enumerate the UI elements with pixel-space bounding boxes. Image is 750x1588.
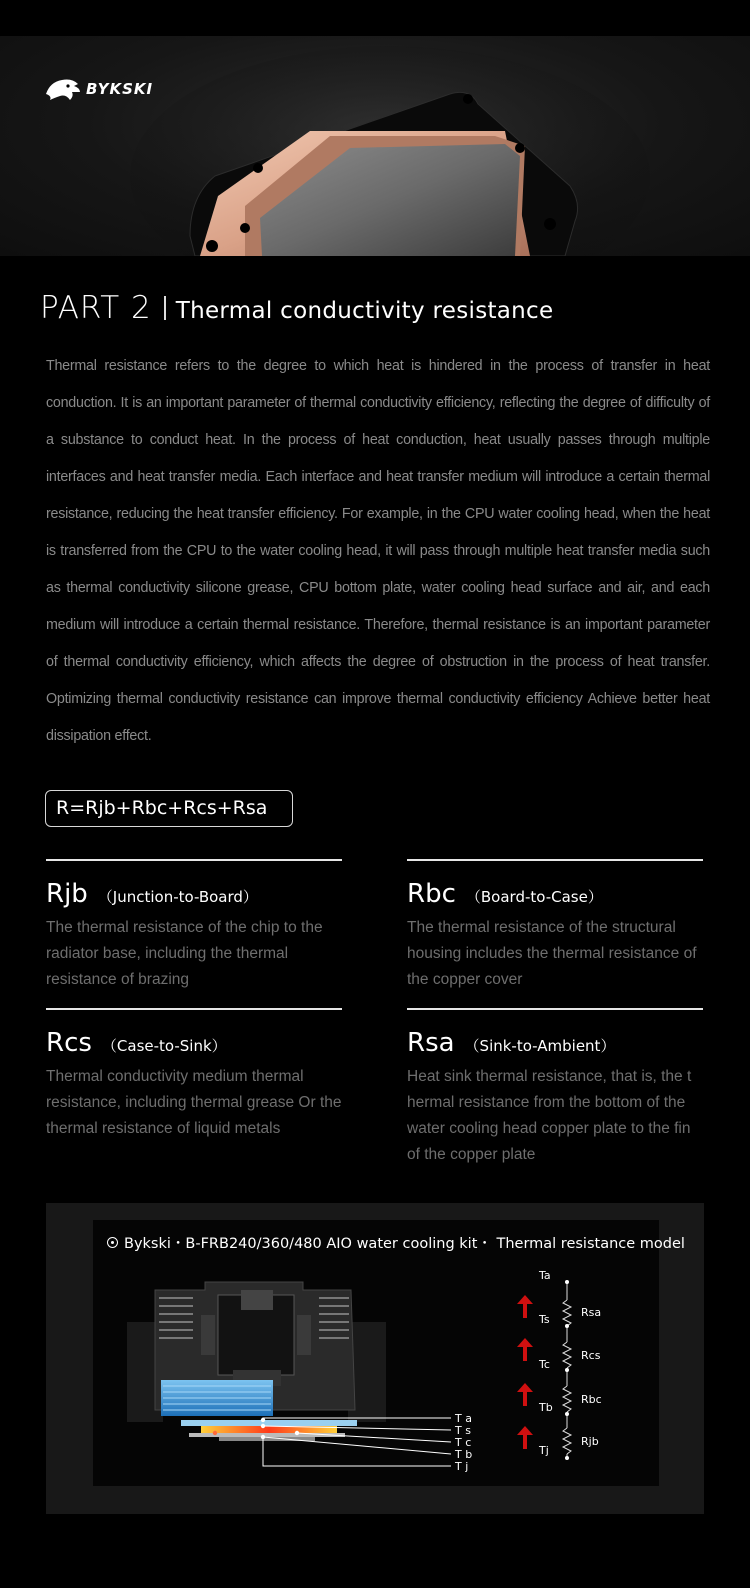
thermal-model-panel — [46, 1203, 704, 1514]
node-tj: Tj — [539, 1444, 549, 1457]
part-number: PART 2 — [40, 290, 152, 326]
card-symbol: Rsa — [407, 1028, 455, 1058]
card-symbol: Rbc — [407, 879, 456, 909]
logo-text: BYKSKI — [86, 80, 154, 98]
model-title-text: Bykski・B-FRB240/360/480 AIO water cooling kit・ Thermal resistance model — [124, 1236, 685, 1252]
dragon-logo-icon — [44, 76, 82, 102]
card-description: The thermal resistance of the chip to the radiator base, including the thermal resistance of brazing — [46, 919, 323, 988]
card-description: Heat sink thermal resistance, that is, the t hermal resistance from the bottom of the water cooling head copper plate to the fin of the copper plate — [407, 1068, 692, 1163]
card-subtitle: （Junction-to-Board） — [97, 888, 258, 906]
label-tc-left: T c — [455, 1436, 472, 1449]
card-description: Thermal conductivity medium thermal resistance, including thermal grease Or the thermal resistance of liquid metals — [46, 1068, 342, 1137]
label-tj-left: T j — [455, 1460, 469, 1473]
resistor-rbc: Rbc — [581, 1393, 602, 1406]
node-ta: Ta — [539, 1269, 551, 1282]
node-tc: Tc — [539, 1358, 550, 1371]
card-subtitle: （Sink-to-Ambient） — [464, 1037, 616, 1055]
card-divider — [46, 1008, 342, 1010]
card-rcs — [46, 1008, 342, 1142]
card-rbc — [407, 859, 703, 993]
intro-paragraph: Thermal resistance refers to the degree to which heat is hindered in the process of transfer in heat conduction. It is an important parameter of thermal conductivity efficiency, reflecting the degree of difficulty of a substance to conduct heat. In the process of heat conduction, heat usually passes through multiple interfaces and heat transfer media. Each interface and heat transfer medium will introduce a certain thermal resistance, reducing the heat transfer efficiency. For example, in the CPU water cooling head, when the heat is transferred from the CPU to the water cooling head, it will pass through multiple heat transfer media such as thermal conductivity silicone grease, CPU bottom plate, water cooling head surface and air, and each medium will introduce a certain thermal resistance. Therefore, thermal resistance is an important parameter of thermal conductivity efficiency, which affects the degree of obstruction in the process of heat transfer. Optimizing thermal conductivity resistance can improve thermal conductivity efficiency Achieve better heat dissipation effect. — [46, 358, 710, 744]
card-description: The thermal resistance of the structural housing includes the thermal resistance of the copper cover — [407, 919, 697, 988]
section-title — [40, 290, 553, 326]
hero-banner — [0, 36, 750, 256]
resistor-rsa: Rsa — [581, 1306, 602, 1319]
part-name: Thermal conductivity resistance — [175, 298, 554, 324]
resistor-rjb: Rjb — [581, 1435, 599, 1448]
title-divider — [164, 296, 166, 320]
thermal-model-diagram — [93, 1220, 685, 1486]
brand-logo — [44, 76, 153, 102]
card-divider — [407, 859, 703, 861]
label-tb-left: T b — [455, 1448, 473, 1461]
card-divider — [407, 1008, 703, 1010]
node-ts: Ts — [539, 1313, 550, 1326]
resistor-rcs: Rcs — [581, 1349, 601, 1362]
card-rsa — [407, 1008, 703, 1168]
heat-flow-arrows — [517, 1295, 533, 1449]
card-divider — [46, 859, 342, 861]
label-ts-left: T s — [455, 1424, 471, 1437]
node-tb: Tb — [539, 1401, 553, 1414]
cooler-cross-section — [93, 1220, 659, 1486]
card-symbol: Rjb — [46, 879, 88, 909]
card-rjb — [46, 859, 342, 993]
card-subtitle: （Board-to-Case） — [465, 888, 603, 906]
formula-box: R=Rjb+Rbc+Rcs+Rsa — [45, 790, 293, 827]
card-symbol: Rcs — [46, 1028, 92, 1058]
label-ta-left: T a — [455, 1412, 472, 1425]
card-subtitle: （Case-to-Sink） — [101, 1037, 227, 1055]
water-block-image — [0, 36, 750, 256]
